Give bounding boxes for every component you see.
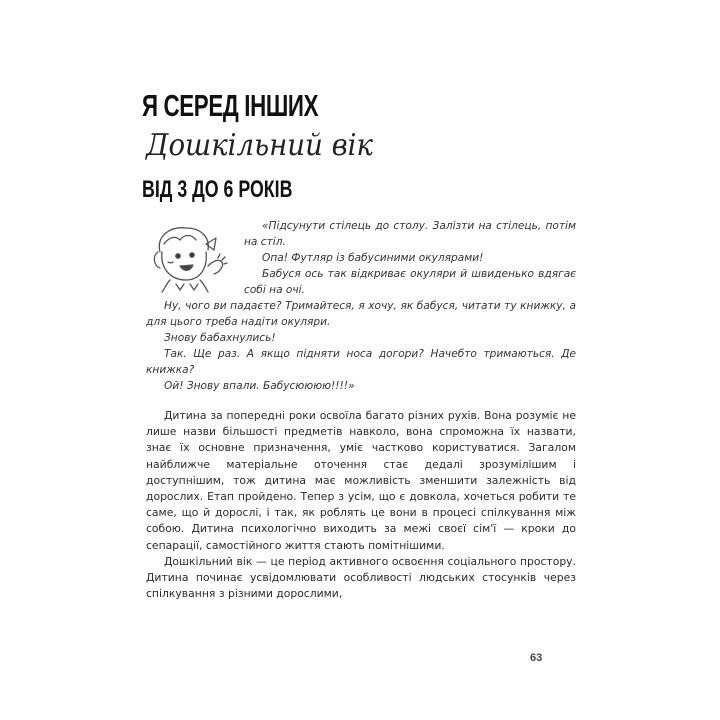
quote-paragraph: Ой! Знову впали. Бабусюююю!!!!» [164,380,355,392]
quote-paragraph: «Підсунути стілець до столу. Залізти на стілець, потім на стіл. [244,220,576,248]
age-range-heading: ВІД 3 ДО 6 РОКІВ [142,176,293,203]
page-number: 63 [530,652,543,664]
body-text [146,408,576,602]
body-paragraph: Дошкільний вік — це період активного освоєння соціального простору. Дитина починає усвідомлювати особливості людських стосунків через спілкування з різними дорослими, [146,554,576,601]
quote-paragraph: Так. Ще раз. А якщо підняти носа догори? Начебто тримаються. Де книжка? [146,348,576,376]
quote-paragraph: Знову бабахнулись! [164,332,276,344]
quote-paragraph: Бабуся ось так відкриває окуляри й швиденько вдягає собі на очі. [244,268,576,296]
quote-paragraph: Ну, чого ви падаєте? Тримайтеся, я хочу, як бабуся, читати ту книжку, а для цього треба надіти окуляри. [146,300,576,328]
quote-paragraph: Опа! Футляр із бабусиними окулярами! [262,252,484,264]
chapter-subtitle: Дошкільний вік [146,128,373,163]
chapter-title: Я СЕРЕД ІНШИХ [142,88,319,123]
body-paragraph: Дитина за попередні роки освоїла багато різних рухів. Вона розуміє не лише назви більшості предметів навколо, вона спроможна їх назвати, знає їх основне призначення, уміє частково користуватися. Загалом найближче матеріальне оточення стає дедалі зрозумілішим і доступнішим, тож дитина має можливість зменшити залежність від дорослих. Етап пройдено. Тепер з усім, що є довкола, хочеться робити те саме, що й дорослі, і так, як роблять це вони в процесі спілкування між собою. Дитина психологічно виходить за межі своєї сім'ї — кроки до сепарації, самостійного життя стають помітнішими. [146,409,576,552]
child-drawing-icon [146,222,234,294]
